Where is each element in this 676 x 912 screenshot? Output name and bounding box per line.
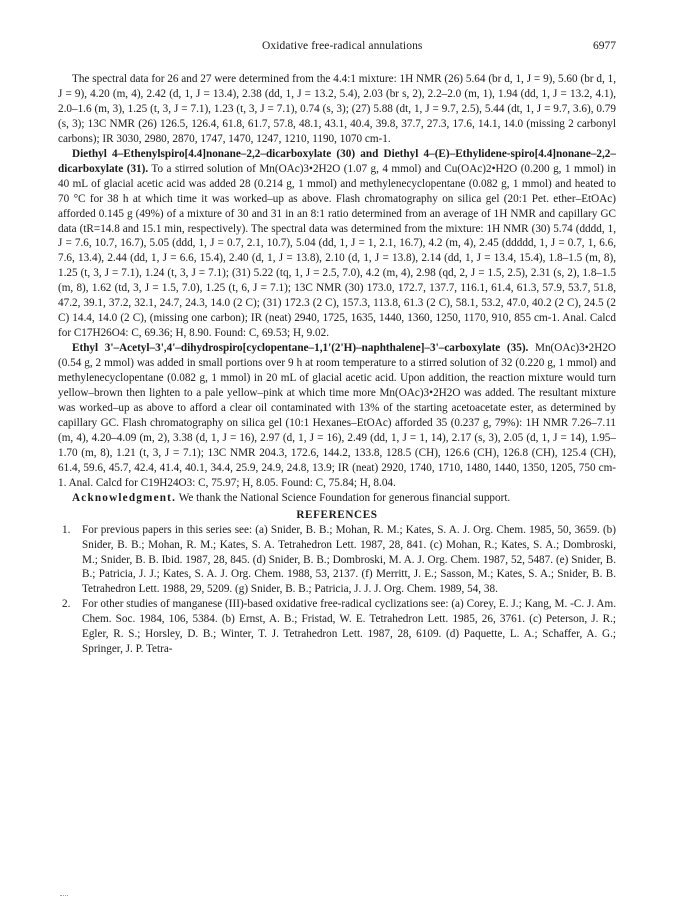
reference-text: For previous papers in this series see: (a) Snider, B. B.; Mohan, R. M.; Kates, S. A. J. Org. Chem. 1985, 50, 3659. (b) Snider, B. B.; Mohan, R. M.; Kates, S. A. Tetrahedron Lett. 1987, 28, 841. (c) Mohan, R.; Kates, S. A.; Dombroski, M.; Snider, B. B. Ibid. 1987, 28, 845. (d) Snider, B. B.; Dombroski, M. A. J. Org. Chem. 1987, 52, 5487. (e) Snider, B. B.; Patricia, J. J.; Kates, S. A. J. Org. Chem. 1988, 53, 2137. (f) Merritt, J. E.; Sasson, M.; Kates, S. A.; Snider, B. B. Tetrahedron Lett. 1988, 29, 5209. (g) Snider, B. B.; Patricia, J. J. J. Org. Chem. 1989, 54, 38.	[82, 523, 616, 596]
footer-mark	[60, 895, 68, 897]
reference-text: For other studies of manganese (III)-based oxidative free-radical cyclizations see: (a) Corey, E. J.; Kang, M. -C. J. Am. Chem. Soc. 1984, 106, 5384. (b) Ernst, A. B.; Fristad, W. E. Tetrahedron Lett. 1985, 26, 3761. (c) Peterson, J. R.; Egler, R. S.; Horsley, D. B.; Winter, T. J. Tetrahedron Lett. 1987, 28, 6109. (d) Paquette, L. A.; Schaffer, A. G.; Springer, J. P. Tetra-	[82, 598, 616, 656]
running-title: Oxidative free-radical annulations	[262, 40, 423, 52]
running-header	[58, 40, 616, 60]
compound-30-31-paragraph	[58, 147, 616, 341]
compound-35-body: Mn(OAc)3•2H2O (0.54 g, 2 mmol) was added in small portions over 9 h at room temperature to a stirred solution of 32 (0.220 g, 1 mmol) and methylenecyclopentane (0.082 g, 1 mmol) in 20 mL of glacial acetic acid. Upon addition, the reaction mixture would turn yellow–brown then lighten to a pale yellow–pink at which time more Mn(OAc)3•2H2O was added. The resultant mixture was worked–up as above to afford a clear oil contaminated with 13% of the starting acetoacetate ester, as determined by capillary GC. Flash chromatography on silica gel (10:1 Hexanes–EtOAc) afforded 35 (0.237 g, 79%): 1H NMR 7.26–7.11 (m, 4), 4.20–4.09 (m, 2), 3.38 (d, 1, J = 16), 2.97 (d, 1, J = 16), 2.49 (dd, 1, J = 1, 14), 2.17 (s, 3), 2.05 (d, 1, J = 14), 1.95–1.70 (m, 8), 1.21 (t, 3, J = 7.1); 13C NMR 204.3, 172.6, 144.2, 133.8, 128.5 (CH), 126.6 (CH), 126.8 (CH), 125.4 (CH), 61.4, 59.6, 45.7, 42.4, 41.4, 40.1, 34.4, 25.9, 24.9, 24.8, 13.9; IR (neat) 2920, 1740, 1710, 1480, 1440, 1350, 1205, 750 cm-1. Anal. Calcd for C19H24O3: C, 75.97; H, 8.05. Found: C, 75.84; H, 8.04.	[58, 342, 616, 489]
page-number: 6977	[593, 40, 616, 52]
compound-30-31-title: Diethyl 4–Ethenylspiro[4.4]nonane–2,2–dicarboxylate (30) and Diethyl 4–(E)–Ethylidene-spiro[4.4]nonane–2,2–dicarboxylate (31).	[58, 147, 616, 175]
compound-35-paragraph	[58, 341, 616, 491]
acknowledgment-paragraph	[58, 491, 616, 506]
spectral-data-paragraph: The spectral data for 26 and 27 were determined from the 4.4:1 mixture: 1H NMR (26) 5.64 (br d, 1, J = 9), 5.60 (br d, 1, J = 9), 4.20 (m, 4), 2.42 (d, 1, J = 13.4), 2.38 (dd, 1, J = 13.2, 5.4), 2.03 (br s, 2), 2.2–2.0 (m, 1), 1.94 (dd, 1, J = 13.2, 4.1), 2.0–1.6 (m, 3), 1.25 (t, 3, J = 7.1), 1.23 (t, 3, J = 7.1), 0.74 (s, 3); (27) 5.88 (dt, 1, J = 9.7, 2.5), 5.44 (dt, 1, J = 9.7, 3.6), 0.79 (s, 3); 13C NMR (26) 126.5, 126.4, 61.8, 61.7, 57.8, 48.1, 43.1, 40.4, 39.8, 37.7, 27.3, 17.6, 14.1, 14.0 (missing 2 carbonyl carbons); IR 3030, 2980, 2870, 1747, 1470, 1247, 1210, 1190, 1070 cm-1.	[58, 73, 616, 145]
reference-number: 1.	[62, 523, 71, 536]
reference-number: 2.	[62, 598, 71, 611]
references-heading: REFERENCES	[296, 508, 378, 521]
acknowledgment-title: Acknowledgment.	[72, 491, 177, 504]
reference-item	[58, 523, 616, 598]
compound-30-31-body: To a stirred solution of Mn(OAc)3•2H2O (1.07 g, 4 mmol) and Cu(OAc)2•H2O (0.200 g, 1 mmol) in 40 mL of glacial acetic acid was added 28 (0.214 g, 1 mmol) and methylenecyclopentane (0.082 g, 1 mmol) and heated to 70 °C for 38 h at which time it was worked–up as above. Flash chromatography on silica gel (20:1 Pet. ether–EtOAc) afforded 0.145 g (49%) of a mixture of 30 and 31 in an 8:1 ratio determined from an average of 1H NMR and capillary GC data (tR=14.8 and 15.1 min, respectively). The spectral data was determined from the mixture: 1H NMR (30) 5.74 (dddd, 1, J = 7.6, 10.7, 16.7), 5.05 (ddd, 1, J = 0.7, 2.1, 10.7), 5.04 (dd, 1, J = 1, 2.1, 16.7), 4.2 (m, 4), 2.45 (ddddd, 1, J = 0.7, 1, 6.6, 7.6, 13.4), 2.44 (dd, 1, J = 6.6, 15.4), 2.40 (d, 1, J = 13.8), 2.10 (d, 1, J = 13.8), 2.14 (dd, 1, J = 13.4, 15.4), 1.8–1.5 (m, 8), 1.25 (t, 3, J = 7.1), 1.24 (t, 3, J = 7.1); (31) 5.22 (tq, 1, J = 2.5, 7.0), 4.2 (m, 4), 2.98 (qd, 2, J = 1.5, 2.5), 2.31 (s, 2), 1.8–1.5 (m, 8), 1.62 (td, 3, J = 1.5, 7.0), 1.25 (t, 6, J = 7.1); 13C NMR (30) 173.0, 172.7, 137.7, 116.1, 61.4, 61.3, 57.9, 53.7, 51.8, 47.2, 39.1, 37.2, 32.1, 24.7, 24.3, 14.0 (2 C); (31) 172.3 (2 C), 157.3, 113.8, 61.3 (2 C), 58.1, 53.2, 47.0, 40.2 (2 C), 24.5 (2 C) 14.4, 14.0 (2 C), (missing one carbon); IR (neat) 2940, 1725, 1635, 1440, 1360, 1250, 1170, 910, 855 cm-1. Anal. Calcd for C17H26O4: C, 69.36; H, 8.90. Found: C, 69.53; H, 9.02.	[58, 162, 616, 340]
journal-page	[58, 40, 616, 657]
references-list	[58, 523, 616, 658]
acknowledgment-body: We thank the National Science Foundation for generous financial support.	[178, 491, 511, 504]
reference-item	[58, 597, 616, 657]
experimental-section	[58, 72, 616, 657]
compound-35-title: Ethyl 3'–Acetyl–3',4'–dihydrospiro[cyclopentane–1,1'(2'H)–naphthalene]–3'–carboxylate (35).	[72, 342, 529, 355]
